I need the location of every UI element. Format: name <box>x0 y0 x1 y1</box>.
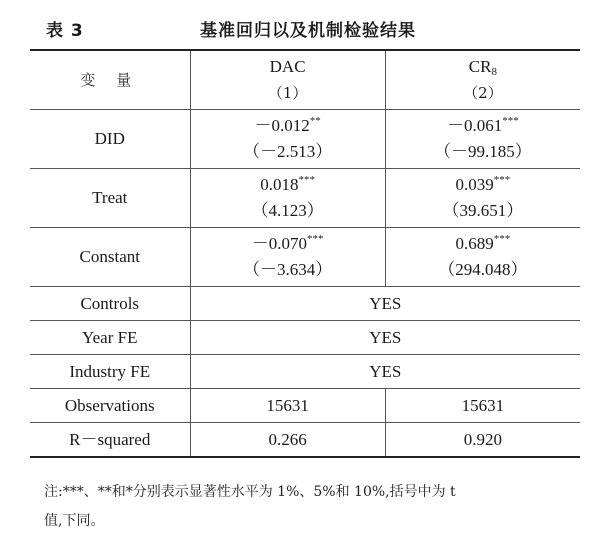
did-col1-tstat: （－2.513） <box>242 142 333 161</box>
constant-col1-cell <box>190 228 385 287</box>
constant-col2-coef: 0.689 <box>455 234 494 253</box>
row-label-did: DID <box>30 110 190 169</box>
did-col1-coef-line <box>191 113 385 139</box>
constant-col2-tstat: （294.048） <box>438 260 528 279</box>
did-col2-stars: *** <box>502 115 519 127</box>
r-squared-col1: 0.266 <box>190 423 385 458</box>
row-label-constant: Constant <box>30 228 190 287</box>
table-row-industry-fe <box>30 355 580 389</box>
constant-col2-stars: *** <box>493 233 511 245</box>
did-col2-coef-line <box>386 113 580 139</box>
treat-col2-stars: *** <box>493 174 511 186</box>
did-col2-cell <box>385 110 580 169</box>
col2-header-cell <box>385 50 580 110</box>
col1-name: DAC <box>269 57 306 76</box>
did-col2-tstat: （－99.185） <box>433 142 532 161</box>
table-row-controls <box>30 287 580 321</box>
row-label-industry-fe: Industry FE <box>30 355 190 389</box>
row-label-observations: Observations <box>30 389 190 423</box>
year-fe-value: YES <box>190 321 580 355</box>
regression-results-table <box>30 49 580 458</box>
constant-col2-cell <box>385 228 580 287</box>
table-number: 表 3 <box>46 21 84 41</box>
treat-col2-coef: 0.039 <box>455 175 494 194</box>
table-row-observations <box>30 389 580 423</box>
row-label-year-fe: Year FE <box>30 321 190 355</box>
row-label-r-squared: R－squared <box>30 423 190 458</box>
r-squared-col2: 0.920 <box>385 423 580 458</box>
did-col1-stars: ** <box>309 115 321 127</box>
treat-col1-tstat: （4.123） <box>251 201 324 220</box>
col1-number: （1） <box>267 84 308 102</box>
did-col2-coef: －0.061 <box>446 116 503 135</box>
treat-col2-coef-line <box>386 172 580 198</box>
constant-col1-tstat: （－3.634） <box>242 260 333 279</box>
row-label-treat: Treat <box>30 169 190 228</box>
did-col1-cell <box>190 110 385 169</box>
col2-name-line <box>386 54 580 80</box>
note-line-1: 注:***、**和*分别表示显著性水平为 1%、5%和 10%,括号中为 t <box>44 484 456 500</box>
table-row-did <box>30 110 580 169</box>
table-title-row <box>40 14 576 44</box>
controls-value: YES <box>190 287 580 321</box>
col1-header-cell <box>190 50 385 110</box>
industry-fe-value: YES <box>190 355 580 389</box>
col2-number: （2） <box>463 84 503 102</box>
table-title: 基准回归以及机制检验结果 <box>200 21 416 41</box>
treat-col2-cell <box>385 169 580 228</box>
treat-col1-coef-line <box>191 172 385 198</box>
treat-col1-stars: *** <box>298 174 315 186</box>
col2-name: CR <box>468 57 492 76</box>
table-note <box>44 478 584 536</box>
treat-col1-cell <box>190 169 385 228</box>
variable-header: 变 量 <box>80 71 140 89</box>
col2-subscript: 8 <box>491 66 497 78</box>
row-label-controls: Controls <box>30 287 190 321</box>
table-header-row <box>30 50 580 110</box>
treat-col2-tstat: （39.651） <box>442 201 524 220</box>
observations-col1: 15631 <box>190 389 385 423</box>
constant-col1-stars: *** <box>306 233 324 245</box>
table-row-treat <box>30 169 580 228</box>
table-row-constant <box>30 228 580 287</box>
note-line-2: 值,下同。 <box>44 513 105 529</box>
did-col1-coef: －0.012 <box>254 116 310 135</box>
treat-col1-coef: 0.018 <box>260 175 299 194</box>
table-row-year-fe <box>30 321 580 355</box>
variable-header-cell <box>30 50 190 110</box>
observations-col2: 15631 <box>385 389 580 423</box>
constant-col1-coef: －0.070 <box>251 234 307 253</box>
constant-col1-coef-line <box>191 231 385 257</box>
table-row-r-squared <box>30 423 580 458</box>
constant-col2-coef-line <box>386 231 580 257</box>
